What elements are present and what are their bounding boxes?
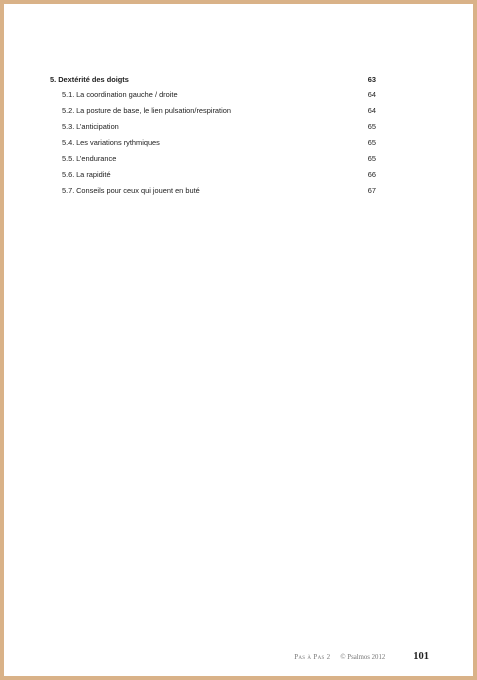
toc-section-number: 5.2. <box>62 106 75 115</box>
toc-section-number: 5.3. <box>62 122 75 131</box>
toc-section-page: 67 <box>367 186 376 195</box>
toc-section-title: L’anticipation <box>76 122 119 131</box>
toc-section-page: 65 <box>367 122 376 131</box>
toc-section-number: 5.5. <box>62 154 75 163</box>
footer-book-title: Pas à Pas 2 <box>294 653 331 661</box>
toc-section-title: La coordination gauche / droite <box>76 90 178 99</box>
toc-section-entry[interactable] <box>50 154 380 170</box>
toc-section-title: L’endurance <box>76 154 117 163</box>
toc-section-page: 64 <box>367 90 376 99</box>
toc-section-entry[interactable] <box>50 138 380 154</box>
toc-section-entry[interactable] <box>50 122 380 138</box>
toc-section-entry[interactable] <box>50 90 380 106</box>
page-footer <box>129 646 429 660</box>
toc-section-page: 65 <box>367 138 376 147</box>
toc-section-page: 64 <box>367 106 376 115</box>
toc-section-number: 5.1. <box>62 90 75 99</box>
toc-section-entry[interactable] <box>50 106 380 122</box>
toc-section-title: Conseils pour ceux qui jouent en buté <box>76 186 200 195</box>
toc-section-number: 5.6. <box>62 170 75 179</box>
toc-section-title: La rapidité <box>76 170 111 179</box>
toc-section-title: La posture de base, le lien pulsation/respiration <box>76 106 231 115</box>
toc-section-entry[interactable] <box>50 186 380 202</box>
page-number: 101 <box>413 651 429 662</box>
toc-chapter-title: 5. Dextérité des doigts <box>50 75 129 84</box>
toc-section-page: 65 <box>367 154 376 163</box>
toc-section-page: 66 <box>367 170 376 179</box>
toc-section-number: 5.7. <box>62 186 75 195</box>
toc-section-number: 5.4. <box>62 138 75 147</box>
toc-chapter-entry[interactable] <box>50 75 380 90</box>
toc-chapter-page: 63 <box>367 75 376 84</box>
toc-section-title: Les variations rythmiques <box>76 138 160 147</box>
footer-copyright: © Psalmos 2012 <box>340 654 386 661</box>
document-page <box>4 4 473 676</box>
table-of-contents <box>50 75 380 202</box>
toc-section-entry[interactable] <box>50 170 380 186</box>
